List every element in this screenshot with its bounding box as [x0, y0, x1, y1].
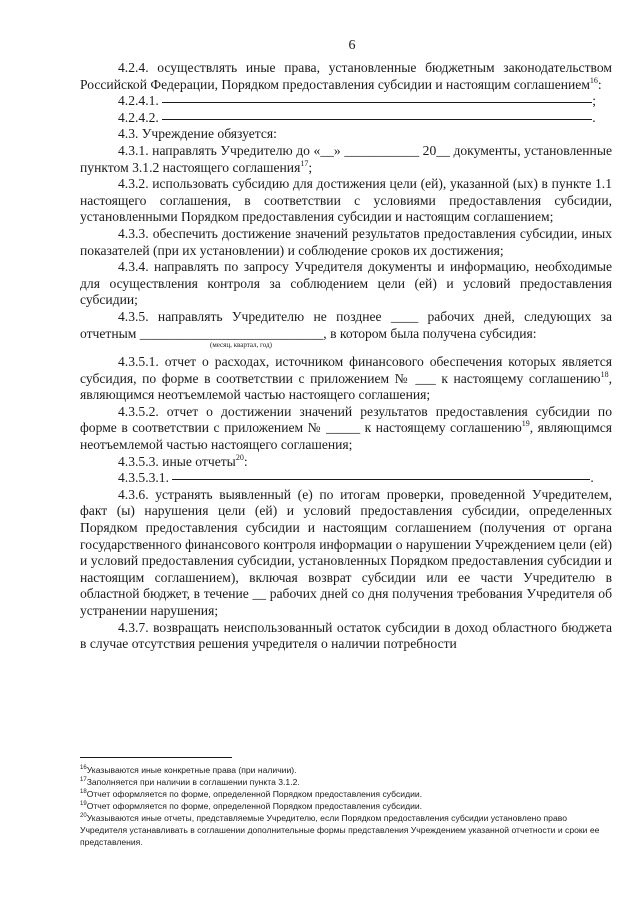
footnote-ref-20: 20: [235, 452, 244, 462]
footnote-20: $^{20}$Указываются иные отчеты, представляемые Учредителю, если Порядком предоставления субсидии установлено право Учредителя устанавливать в соглашении дополнительные формы представления Учреждением указанной отчетности и сроки ее представления.: [80, 813, 600, 847]
document-body: [80, 60, 612, 653]
footnote-separator: [80, 757, 232, 758]
footnote-ref-16: 16: [589, 75, 598, 85]
footnote-ref-19: 19: [521, 419, 530, 429]
clause-4-2-4-1: 4.2.4.1. ;: [118, 93, 596, 109]
clause-4-3-5-3: 4.3.5.3. иные отчеты$^{20}$:: [118, 452, 248, 469]
footnote-ref-17: 17: [300, 158, 309, 168]
footnote-16: $^{16}$Указываются иные конкретные права (при наличии).: [80, 765, 297, 775]
clause-4-3-6: 4.3.6. устранять выявленный (е) по итогам проверки, проведенной Учредителем, факт (ы) нарушения цели (ей) и условий предоставления субсидии, определенных Порядком предоставления субсидии и настоящим соглашением (получения от органа государственного финансового контроля информации о нарушении Учреждением цели (ей) и условий предоставления субсидии, установленных Порядком предоставления субсидии и настоящим соглашением), включая возврат субсидии или ее части Учредителю в областной бюджет, в течение __ рабочих дней со дня получения требования Учредителя об устранении нарушения;: [80, 486, 612, 618]
footnote-17: $^{17}$Заполняется при наличии в соглашении пункта 3.1.2.: [80, 777, 300, 787]
clause-4-3-2: 4.3.2. использовать субсидию для достижения цели (ей), указанной (ых) в пункте 1.1 настоящего соглашения, в соответствии с условиями предоставления субсидии, установленными Порядком предоставления субсидии и настоящим соглашением;: [80, 176, 612, 225]
footnotes: [80, 757, 612, 848]
clause-4-3-1: 4.3.1. направлять Учредителю до «__» ___________ 20__ документы, установленные пунктом 3.1.2 настоящего соглашения$^{17}$;: [80, 142, 612, 175]
clause-4-3: 4.3. Учреждение обязуется:: [118, 126, 277, 142]
blank-line: [162, 102, 592, 103]
clause-4-3-5-2: 4.3.5.2. отчет о достижении значений результатов предоставления субсидии по форме в соответствии с приложением № _____ к настоящему соглашению$^{19}$, являющимся неотъемлемой частью настоящего соглашения;: [80, 403, 612, 453]
clause-4-3-5-1: 4.3.5.1. отчет о расходах, источником финансового обеспечения которых является субсидия, по форме в соответствии с приложением № ___ к настоящему соглашению$^{18}$, являющимся неотъемлемой частью настоящего соглашения;: [80, 354, 612, 403]
blank-line: [162, 119, 592, 120]
clause-4-2-4: 4.2.4. осуществлять иные права, установленные бюджетным законодательством Российской Федерации, Порядком предоставления субсидии и настоящим соглашением$^{16}$:: [80, 60, 612, 92]
clause-4-3-3: 4.3.3. обеспечить достижение значений результатов предоставления субсидии, иных показателей (при их установлении) и соблюдение сроков их достижения;: [80, 225, 612, 258]
clause-4-3-4: 4.3.4. направлять по запросу Учредителя документы и информацию, необходимые для осуществления контроля за соблюдением цели (ей) и условий предоставления субсидии;: [80, 259, 612, 308]
page-number: 6: [348, 38, 356, 53]
period-caption: (месяц, квартал, год): [210, 341, 272, 350]
clause-4-3-7: 4.3.7. возвращать неиспользованный остаток субсидии в доход областного бюджета в случае отсутствия решения учредителя о наличии потребности: [80, 619, 612, 652]
footnote-19: $^{19}$Отчет оформляется по форме, определенной Порядком предоставления субсидии.: [80, 801, 423, 811]
clause-4-3-5-3-1: 4.3.5.3.1. .: [118, 470, 594, 486]
clause-4-3-5: 4.3.5. направлять Учредителю не позднее ____ рабочих дней, следующих за отчетным ___________________________, в котором была получена субсидия:: [80, 308, 612, 341]
clause-4-2-4-2: 4.2.4.2. .: [118, 109, 596, 125]
footnote-18: $^{18}$Отчет оформляется по форме, определенной Порядком предоставления субсидии.: [80, 789, 423, 799]
blank-line: [172, 479, 590, 480]
footnote-ref-18: 18: [600, 369, 609, 379]
